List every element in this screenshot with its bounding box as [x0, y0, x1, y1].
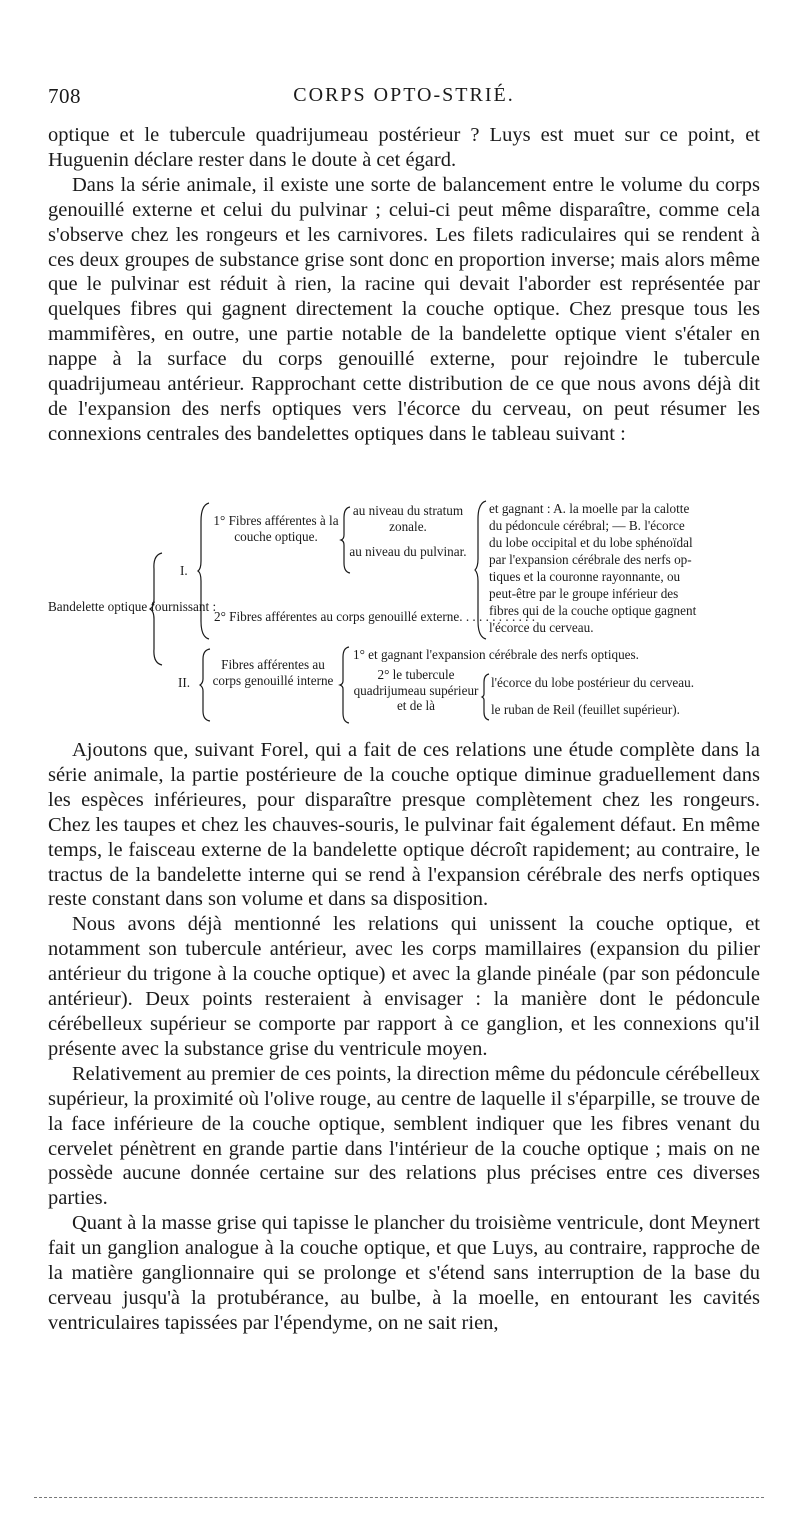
table-fibres-1: 1° Fibres afférentes à la couche optique. — [213, 513, 339, 544]
paragraph: Ajoutons que, suivant Forel, qui a fait de ces relations une étude complète dans la série animale, la partie postérieure de la couche optique diminue graduellement dans les espèces inférieures, pour disparaître presque complètement chez les rongeurs. Chez les taupes et chez les chauves-souris, le pulvinar fait également défaut. En même temps, le faisceau externe de la bandelette optique décroît rapidement; au contraire, le tractus de la bandelette interne qui se rend à l'expansion cérébrale des nerfs optiques reste constant dans son volume et dans sa disposition. — [48, 739, 760, 911]
table-destination-line: et gagnant : A. la moelle par la calotte — [489, 501, 690, 516]
footer-rule — [34, 1497, 764, 1498]
table-dest-2-line: l'écorce du lobe postérieur du cerveau. — [491, 675, 695, 690]
brace — [340, 647, 350, 723]
brace — [475, 501, 487, 639]
paragraph: Relativement au premier de ces points, la direction même du pédoncule cérébelleux supérieur, la proximité où l'olive rouge, au centre de laquelle il s'éparpille, se trouve de la face inférieure de la couche optique, semblent indiquer que les fibres venant du cervelet pénètrent en grande partie dans l'intérieur de la couche optique ; mais on ne possède aucune donnée certaine sur des relations plus précises entre ces diverses parties. — [48, 1062, 760, 1210]
table-fibres-2: 2° Fibres afférentes au corps genouillé externe. . . . . . . . . . . . — [214, 609, 536, 624]
table-fibres-group-2: Fibres afférentes au corps genouillé interne — [212, 657, 334, 688]
page-number: 708 — [48, 84, 81, 108]
brace — [482, 674, 490, 720]
table-destination-line: l'écorce du cerveau. — [489, 620, 594, 635]
table-numeral-1: I. — [180, 563, 188, 578]
page-header — [48, 84, 760, 114]
table-destination-line: par l'expansion cérébrale des nerfs op- — [489, 552, 692, 567]
table-destination-line: du lobe occipital et du lobe sphénoïdal — [489, 535, 693, 550]
body-text-bottom — [48, 738, 760, 1336]
brace — [198, 503, 210, 639]
table-destination-line: peut-être par le groupe inférieur des — [489, 586, 679, 601]
table-destination-line: tiques et la couronne rayonnante, ou — [489, 569, 681, 584]
table-dest-2-line: le ruban de Reil (feuillet supérieur). — [491, 702, 680, 717]
table-root-label: Bandelette optique fournissant : — [48, 599, 217, 614]
running-head: CORPS OPTO-STRIÉ. — [293, 84, 515, 106]
paragraph: Quant à la masse grise qui tapisse le plancher du troisième ventricule, dont Meynert fait un ganglion analogue à la couche optique, et que Luys, au contraire, rapproche de la matière ganglionnaire qui se prolonge et s'étend sans interruption de la base du cerveau jusqu'à la protubérance, au bulbe, à la moelle, en entourant les cavités ventriculaires tapissées par l'épendyme, on ne sait rien, — [48, 1212, 760, 1334]
synoptic-table — [48, 497, 760, 729]
paragraph: Nous avons déjà mentionné les relations qui unissent la couche optique, et notamment son tubercule antérieur, avec les corps mamillaires (expansion du pilier antérieur du trigone à la couche optique) et avec la glande pinéale (par son pédoncule antérieur). Deux points resteraient à envisager : la manière dont le pédoncule cérébelleux supérieur se comporte par rapport à ce ganglion, et les connexions qu'il présente avec la substance grise du ventricule moyen. — [48, 913, 760, 1060]
body-text-top — [48, 123, 760, 447]
table-dest-2-label: 2° le tubercule quadrijumeau supérieur et de là — [353, 667, 479, 714]
table-destination-line: du pédoncule cérébral; — B. l'écorce — [489, 518, 685, 533]
table-destination-line: fibres qui de la couche optique gagnent — [489, 603, 697, 618]
paragraph: Dans la série animale, il existe une sorte de balancement entre le volume du corps genouillé externe et celui du pulvinar ; celui-ci peut même disparaître, comme cela s'observe chez les rongeurs et les carnivores. Les filets radiculaires qui se rendent à ces deux groupes de substance grise sont donc en proportion inverse; mais alors même que le pulvinar est réduit à rien, la racine qui devait l'aborder est représentée par quelques fibres qui gagnent directement la couche optique. Chez presque tous les mammifères, en outre, une partie notable de la bandelette optique vient s'étaler en nappe à la surface du corps genouillé externe, pour rejoindre le tubercule quadrijumeau antérieur. Rapprochant cette distribution de ce que nous avons déjà dit de l'expansion des nerfs optiques vers l'écorce du cerveau, on peut résumer les connexions centrales des bandelettes optiques dans le tableau suivant : — [48, 173, 760, 445]
table-dest-1: 1° et gagnant l'expansion cérébrale des nerfs optiques. — [353, 647, 639, 662]
table-level-2: au niveau du pulvinar. — [349, 544, 467, 559]
table-level-1: au niveau du stratum zonale. — [352, 503, 464, 534]
brace — [150, 553, 164, 665]
table-numeral-2: II. — [178, 675, 191, 690]
paragraph: optique et le tubercule quadrijumeau postérieur ? Luys est muet sur ce point, et Huguenin déclare rester dans le doute à cet égard. — [48, 124, 760, 171]
